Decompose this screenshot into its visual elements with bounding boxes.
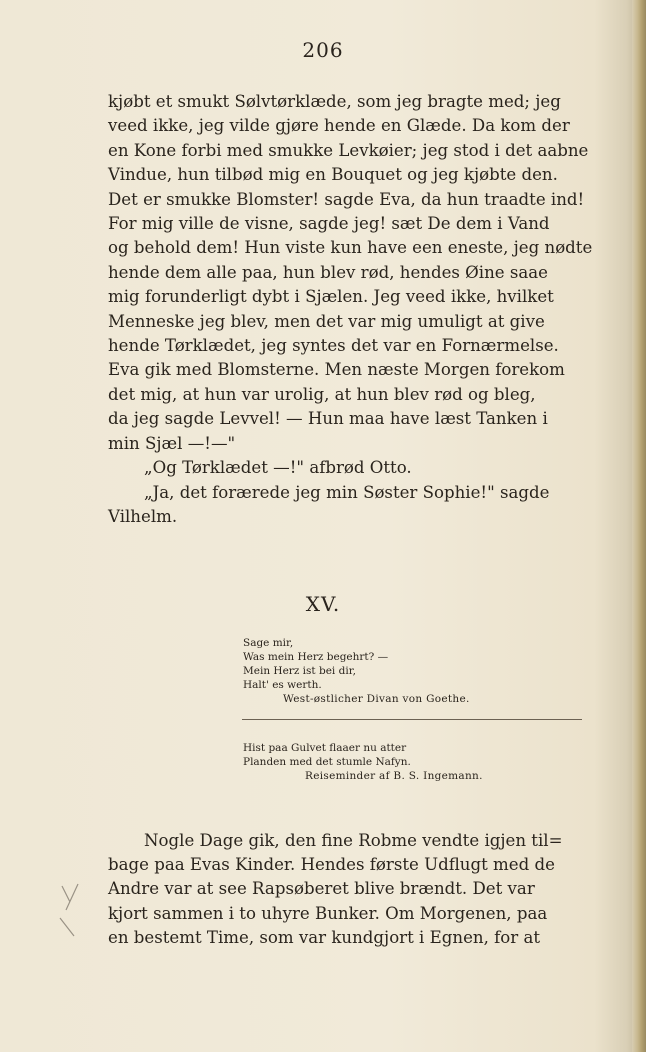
text-line: Menneske jeg blev, men det var mig umuligt at give (108, 311, 545, 331)
dialogue-line: „Og Tørklædet —!" afbrød Otto. (144, 458, 412, 478)
epigraph-line: Sage mir, (243, 637, 294, 649)
text-line: bage paa Evas Kinder. Hendes første Udflugt med de (108, 855, 555, 875)
text-line: og behold dem! Hun viste kun have een eneste, jeg nødte (108, 238, 593, 258)
text-line: Eva gik med Blomsterne. Men næste Morgen forekom (108, 360, 565, 380)
text-line: veed ikke, jeg vilde gjøre hende en Glæde. Da kom der (108, 116, 570, 136)
body-text-section-2 (108, 829, 624, 950)
epigraph-attribution: Reiseminder af B. S. Ingemann. (305, 770, 483, 782)
page-number: 206 (302, 38, 344, 62)
pencil-margin-mark (56, 880, 86, 940)
text-line: en Kone forbi med smukke Levkøier; jeg stod i det aabne (108, 140, 589, 160)
text-line: For mig ville de visne, sagde jeg! sæt De dem i Vand (108, 214, 550, 234)
body-text-section-1 (108, 90, 624, 529)
text-line: min Sjæl —!—" (108, 433, 236, 453)
text-line: kjort sammen i to uhyre Bunker. Om Morgenen, paa (108, 903, 548, 923)
text-line: da jeg sagde Levvel! — Hun maa have læst Tanken i (108, 409, 548, 429)
text-line: Nogle Dage gik, den fine Robme vendte igjen til= (144, 831, 563, 850)
text-line: mig forunderligt dybt i Sjælen. Jeg veed ikke, hvilket (108, 287, 554, 307)
dialogue-line: Vilhelm. (108, 506, 178, 526)
text-line: Det er smukke Blomster! sagde Eva, da hun traadte ind! (108, 189, 585, 209)
dialogue-line: „Ja, det forærede jeg min Søster Sophie!" sagde (144, 482, 550, 502)
epigraph-line: Mein Herz ist bei dir, (243, 665, 356, 677)
text-line: det mig, at hun var urolig, at hun blev rød og bleg, (108, 384, 536, 404)
text-line: kjøbt et smukt Sølvtørklæde, som jeg bragte med; jeg (108, 92, 561, 111)
text-line: hende Tørklædet, jeg syntes det var en Fornærmelse. (108, 336, 559, 356)
epigraph-attribution: West-østlicher Divan von Goethe. (283, 693, 470, 705)
text-line: Vindue, hun tilbød mig en Bouquet og jeg kjøbte den. (108, 165, 558, 185)
text-line: hende dem alle paa, hun blev rød, hendes Øine saae (108, 262, 548, 282)
chapter-title: XV. (305, 592, 341, 616)
text-line: Andre var at see Rapsøberet blive brændt. Det var (108, 879, 535, 899)
text-line: en bestemt Time, som var kundgjort i Egnen, for at (108, 927, 541, 947)
epigraph-line: Was mein Herz begehrt? — (243, 651, 389, 663)
divider-rule (242, 719, 582, 720)
epigraph-ingemann (243, 741, 603, 783)
epigraph-line: Hist paa Gulvet flaaer nu atter (243, 742, 407, 754)
epigraph-goethe (243, 636, 603, 706)
epigraph-line: Planden med det stumle Nafyn. (243, 756, 411, 768)
page-edge (632, 0, 646, 1052)
epigraph-line: Halt' es werth. (243, 679, 322, 691)
